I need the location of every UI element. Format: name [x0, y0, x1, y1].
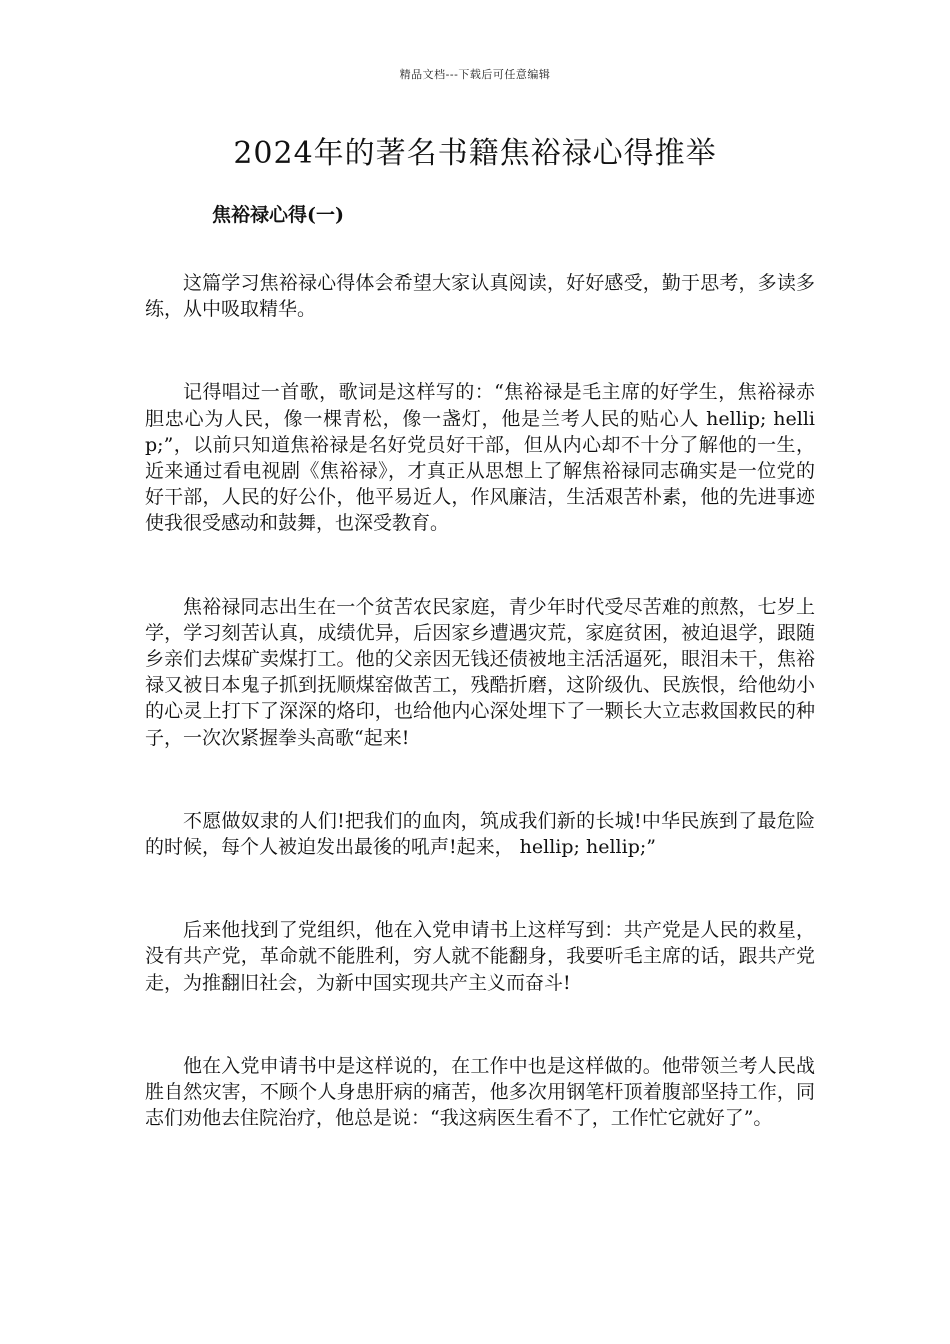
document-title: 2024年的著名书籍焦裕禄心得推举: [233, 136, 717, 171]
paragraph-early-life: 焦裕禄同志出生在一个贫苦农民家庭，青少年时代受尽苦难的煎熬，七岁上学，学习刻苦认真，成绩优异，后因家乡遭遇灾荒，家庭贫困，被迫退学，跟随乡亲们去煤矿卖煤打工。他的父亲因无钱还债被地主活活逼死，眼泪未干，焦裕禄又被日本鬼子抓到抚顺煤窑做苦工，残酷折磨，这阶级仇、民族恨，给他幼小的心灵上打下了深深的烙印，也给他内心深处埋下了一颗长大立志救国救民的种子，一次次紧握拳头高歌“起来!: [145, 595, 815, 749]
page-header: 精品文档---下载后可任意编辑: [399, 68, 551, 81]
document-subtitle: 焦裕禄心得(一): [212, 204, 344, 226]
paragraph-anthem-lyrics: 不愿做奴隶的人们!把我们的血肉，筑成我们新的长城!中华民族到了最危险的时候，每个人被迫发出最後的吼声!起来， hellip; hellip;”: [145, 809, 815, 859]
document-body: [145, 270, 815, 1188]
paragraph-song: 记得唱过一首歌，歌词是这样写的：“焦裕禄是毛主席的好学生，焦裕禄赤胆忠心为人民，像一棵青松，像一盏灯，他是兰考人民的贴心人 hellip; hellip;”，以前只知道焦裕禄是名好党员好干部，但从内心却不十分了解他的一生，近来通过看电视剧《焦裕禄》，才真正从思想上了解焦裕禄同志确实是一位党的好干部，人民的好公仆，他平易近人，作风廉洁，生活艰苦朴素，他的先进事迹使我很受感动和鼓舞，也深受教育。: [145, 381, 815, 535]
paragraph-work: 他在入党申请书中是这样说的，在工作中也是这样做的。他带领兰考人民战胜自然灾害，不顾个人身患肝病的痛苦，他多次用钢笔杆顶着腹部坚持工作，同志们劝他去住院治疗，他总是说：“我这病医生看不了，工作忙它就好了”。: [145, 1054, 815, 1130]
paragraph-intro: 这篇学习焦裕禄心得体会希望大家认真阅读，好好感受，勤于思考，多读多练，从中吸取精华。: [145, 272, 815, 321]
paragraph-party-application: 后来他找到了党组织，他在入党申请书上这样写到：共产党是人民的救星，没有共产党，革命就不能胜利，穷人就不能翻身，我要听毛主席的话，跟共产党走，为推翻旧社会，为新中国实现共产主义而奋斗!: [145, 919, 815, 994]
